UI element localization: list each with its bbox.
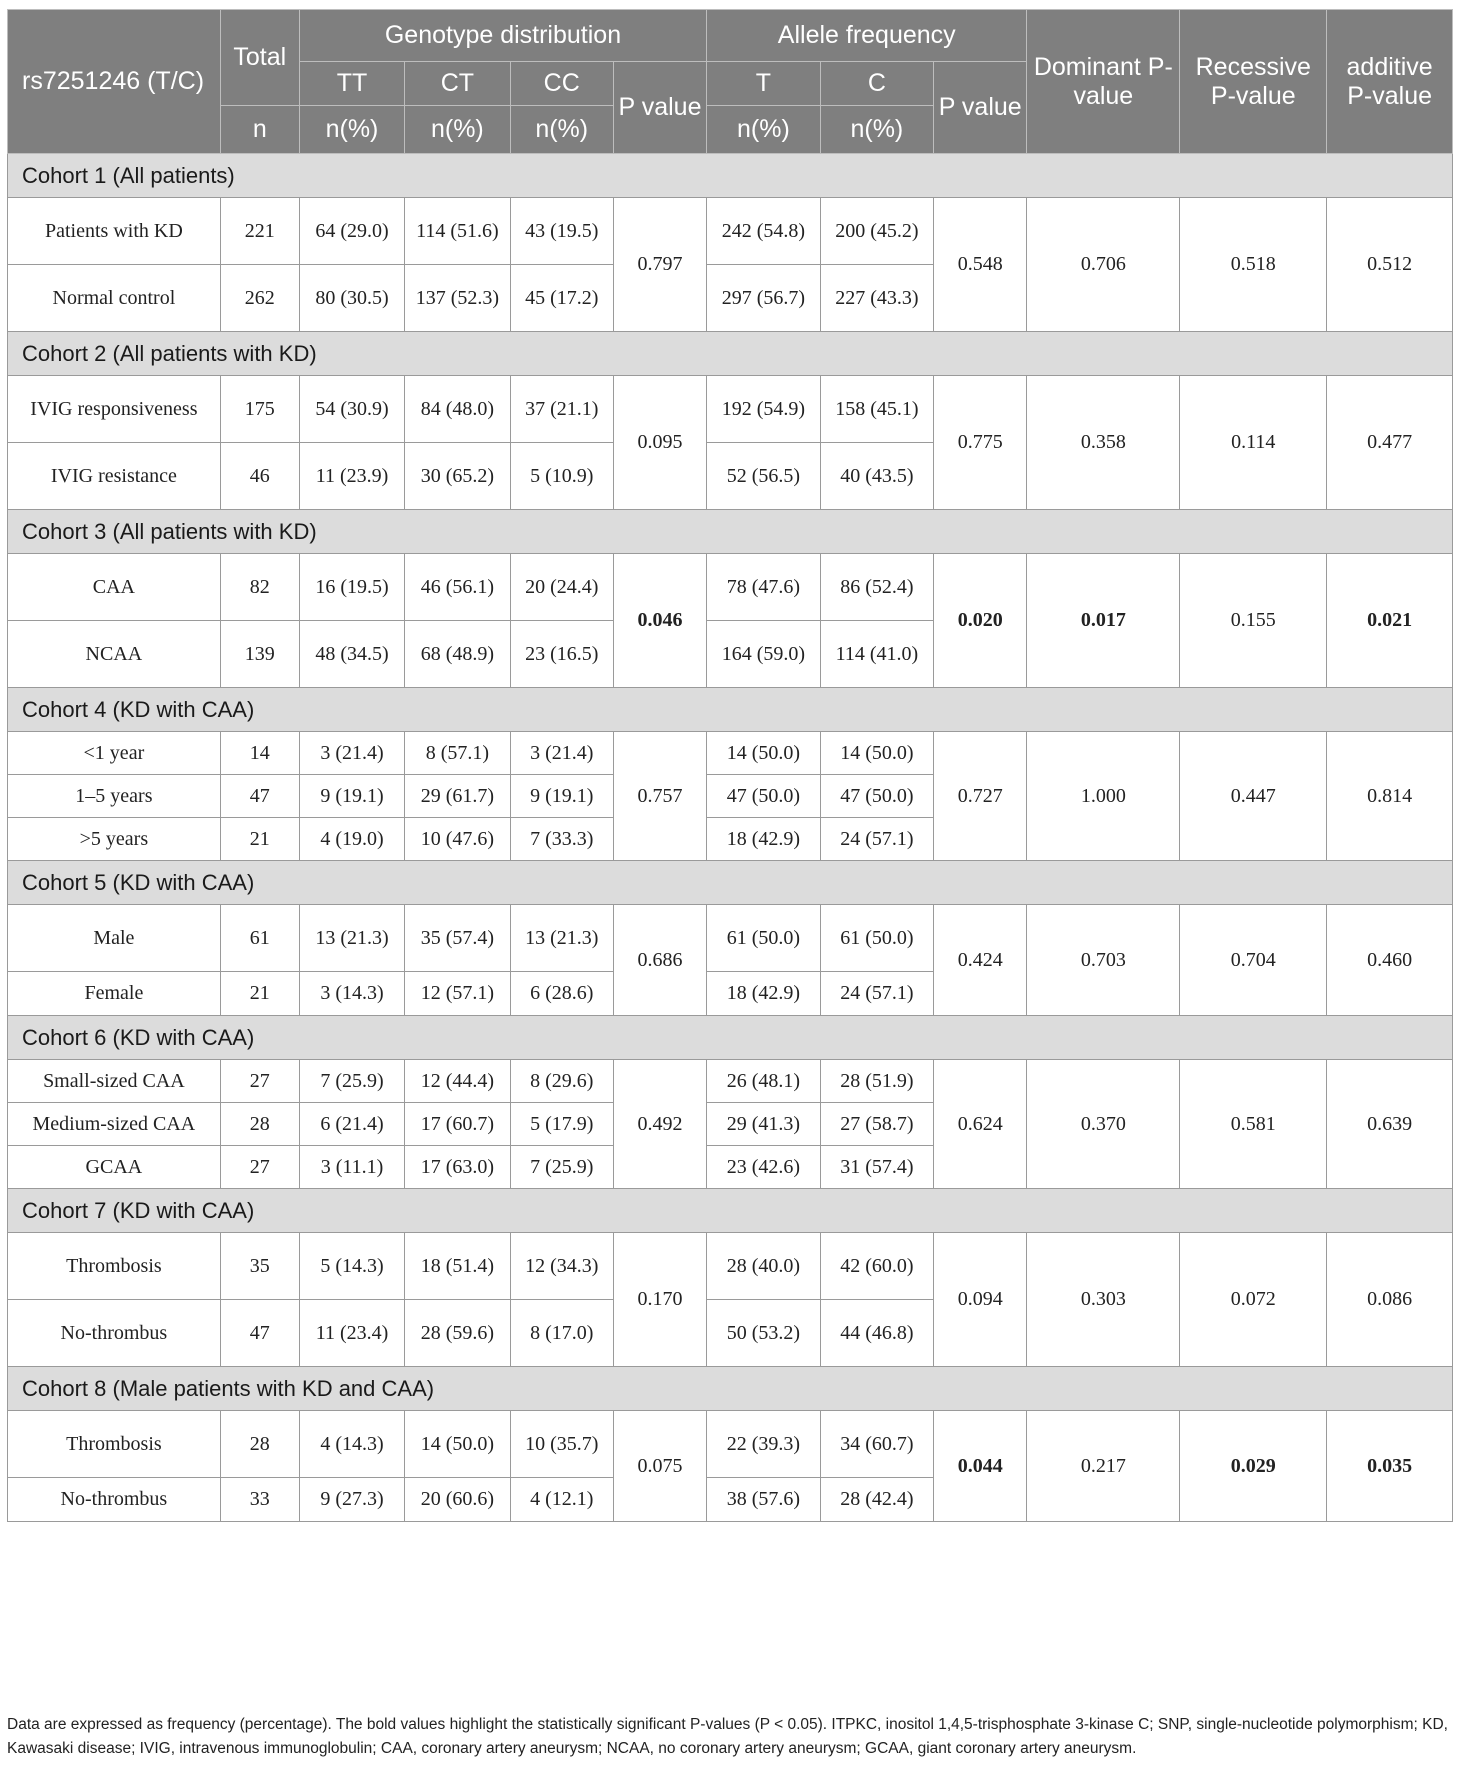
header-ct: CT — [405, 62, 510, 106]
cohort-header: Cohort 1 (All patients) — [8, 154, 1453, 198]
genotype-table — [7, 9, 1453, 1522]
header-dominant: Dominant P-value — [1027, 10, 1180, 154]
total-cell: 47 — [220, 1300, 299, 1367]
c-allele-cell: 27 (58.7) — [820, 1103, 933, 1146]
t-allele-cell: 38 (57.6) — [707, 1478, 820, 1522]
dominant-p-cell: 0.706 — [1027, 198, 1180, 332]
dominant-p-cell: 0.370 — [1027, 1060, 1180, 1189]
ct-cell: 8 (57.1) — [405, 732, 510, 775]
table-row — [8, 376, 1453, 443]
t-allele-cell: 29 (41.3) — [707, 1103, 820, 1146]
cc-cell: 10 (35.7) — [510, 1411, 613, 1478]
total-cell: 221 — [220, 198, 299, 265]
ct-cell: 14 (50.0) — [405, 1411, 510, 1478]
cc-cell: 8 (17.0) — [510, 1300, 613, 1367]
cc-cell: 4 (12.1) — [510, 1478, 613, 1522]
row-label: IVIG responsiveness — [8, 376, 221, 443]
ct-cell: 30 (65.2) — [405, 443, 510, 510]
cohort-header: Cohort 2 (All patients with KD) — [8, 332, 1453, 376]
ct-cell: 12 (44.4) — [405, 1060, 510, 1103]
header-t-npct: n(%) — [707, 106, 820, 154]
ct-cell: 114 (51.6) — [405, 198, 510, 265]
table-footnote: Data are expressed as frequency (percentage). The bold values highlight the statistically significant P-values (P < 0.05). ITPKC, inositol 1,4,5-trisphosphate 3-kinase C; SNP, single-nucleotide polymorphism; KD, Kawasaki disease; IVIG, intravenous immunoglobulin; CAA, coronary artery aneurysm; NCAA, no coronary artery aneurysm; GCAA, giant coronary artery aneurysm. — [7, 1716, 1448, 1757]
table-row — [8, 905, 1453, 972]
row-label: No-thrombus — [8, 1478, 221, 1522]
additive-p-cell: 0.035 — [1327, 1411, 1453, 1522]
genotype-p-cell: 0.492 — [613, 1060, 706, 1189]
c-allele-cell: 42 (60.0) — [820, 1233, 933, 1300]
tt-cell: 13 (21.3) — [299, 905, 404, 972]
header-genotype-p: P value — [613, 62, 706, 154]
t-allele-cell: 50 (53.2) — [707, 1300, 820, 1367]
table-row — [8, 1233, 1453, 1300]
t-allele-cell: 18 (42.9) — [707, 818, 820, 861]
cohort-header: Cohort 4 (KD with CAA) — [8, 688, 1453, 732]
total-cell: 175 — [220, 376, 299, 443]
row-label: 1–5 years — [8, 775, 221, 818]
t-allele-cell: 61 (50.0) — [707, 905, 820, 972]
header-c: C — [820, 62, 933, 106]
genotype-p-cell: 0.797 — [613, 198, 706, 332]
cc-cell: 43 (19.5) — [510, 198, 613, 265]
dominant-p-cell: 0.703 — [1027, 905, 1180, 1016]
cohort-header: Cohort 8 (Male patients with KD and CAA) — [8, 1367, 1453, 1411]
recessive-p-cell: 0.447 — [1180, 732, 1327, 861]
header-total: Total — [220, 10, 299, 106]
tt-cell: 64 (29.0) — [299, 198, 404, 265]
c-allele-cell: 24 (57.1) — [820, 972, 933, 1016]
additive-p-cell: 0.021 — [1327, 554, 1453, 688]
cc-cell: 45 (17.2) — [510, 265, 613, 332]
row-label: No-thrombus — [8, 1300, 221, 1367]
row-label: Female — [8, 972, 221, 1016]
ct-cell: 17 (60.7) — [405, 1103, 510, 1146]
cc-cell: 3 (21.4) — [510, 732, 613, 775]
c-allele-cell: 28 (51.9) — [820, 1060, 933, 1103]
additive-p-cell: 0.460 — [1327, 905, 1453, 1016]
recessive-p-cell: 0.072 — [1180, 1233, 1327, 1367]
cc-cell: 6 (28.6) — [510, 972, 613, 1016]
row-label: CAA — [8, 554, 221, 621]
total-cell: 262 — [220, 265, 299, 332]
t-allele-cell: 192 (54.9) — [707, 376, 820, 443]
row-label: Small-sized CAA — [8, 1060, 221, 1103]
c-allele-cell: 40 (43.5) — [820, 443, 933, 510]
c-allele-cell: 200 (45.2) — [820, 198, 933, 265]
total-cell: 35 — [220, 1233, 299, 1300]
cc-cell: 23 (16.5) — [510, 621, 613, 688]
t-allele-cell: 14 (50.0) — [707, 732, 820, 775]
t-allele-cell: 18 (42.9) — [707, 972, 820, 1016]
table-row — [8, 1060, 1453, 1103]
ct-cell: 20 (60.6) — [405, 1478, 510, 1522]
ct-cell: 18 (51.4) — [405, 1233, 510, 1300]
row-label: Medium-sized CAA — [8, 1103, 221, 1146]
tt-cell: 9 (27.3) — [299, 1478, 404, 1522]
header-t: T — [707, 62, 820, 106]
ct-cell: 29 (61.7) — [405, 775, 510, 818]
row-label: Normal control — [8, 265, 221, 332]
recessive-p-cell: 0.155 — [1180, 554, 1327, 688]
header-ct-npct: n(%) — [405, 106, 510, 154]
cohort-header: Cohort 3 (All patients with KD) — [8, 510, 1453, 554]
allele-p-cell: 0.624 — [934, 1060, 1027, 1189]
recessive-p-cell: 0.029 — [1180, 1411, 1327, 1522]
c-allele-cell: 114 (41.0) — [820, 621, 933, 688]
genotype-p-cell: 0.075 — [613, 1411, 706, 1522]
genotype-p-cell: 0.095 — [613, 376, 706, 510]
recessive-p-cell: 0.581 — [1180, 1060, 1327, 1189]
total-cell: 21 — [220, 972, 299, 1016]
t-allele-cell: 164 (59.0) — [707, 621, 820, 688]
total-cell: 33 — [220, 1478, 299, 1522]
cc-cell: 7 (33.3) — [510, 818, 613, 861]
allele-p-cell: 0.044 — [934, 1411, 1027, 1522]
allele-p-cell: 0.094 — [934, 1233, 1027, 1367]
header-tt: TT — [299, 62, 404, 106]
genotype-p-cell: 0.686 — [613, 905, 706, 1016]
cc-cell: 7 (25.9) — [510, 1146, 613, 1189]
tt-cell: 80 (30.5) — [299, 265, 404, 332]
total-cell: 46 — [220, 443, 299, 510]
row-label: Patients with KD — [8, 198, 221, 265]
ct-cell: 35 (57.4) — [405, 905, 510, 972]
cohort-header: Cohort 7 (KD with CAA) — [8, 1189, 1453, 1233]
c-allele-cell: 86 (52.4) — [820, 554, 933, 621]
allele-p-cell: 0.020 — [934, 554, 1027, 688]
cc-cell: 9 (19.1) — [510, 775, 613, 818]
total-cell: 21 — [220, 818, 299, 861]
header-genotype-distribution: Genotype distribution — [299, 10, 706, 62]
allele-p-cell: 0.727 — [934, 732, 1027, 861]
dominant-p-cell: 0.358 — [1027, 376, 1180, 510]
tt-cell: 5 (14.3) — [299, 1233, 404, 1300]
t-allele-cell: 28 (40.0) — [707, 1233, 820, 1300]
c-allele-cell: 34 (60.7) — [820, 1411, 933, 1478]
table-header — [8, 10, 1453, 154]
t-allele-cell: 23 (42.6) — [707, 1146, 820, 1189]
dominant-p-cell: 0.217 — [1027, 1411, 1180, 1522]
genotype-p-cell: 0.757 — [613, 732, 706, 861]
header-allele-p: P value — [934, 62, 1027, 154]
t-allele-cell: 78 (47.6) — [707, 554, 820, 621]
header-cc-npct: n(%) — [510, 106, 613, 154]
row-label: NCAA — [8, 621, 221, 688]
header-additive: additive P-value — [1327, 10, 1453, 154]
t-allele-cell: 242 (54.8) — [707, 198, 820, 265]
tt-cell: 11 (23.4) — [299, 1300, 404, 1367]
t-allele-cell: 26 (48.1) — [707, 1060, 820, 1103]
cohort-header: Cohort 5 (KD with CAA) — [8, 861, 1453, 905]
header-snp: rs7251246 (T/C) — [8, 10, 221, 154]
tt-cell: 6 (21.4) — [299, 1103, 404, 1146]
genotype-p-cell: 0.170 — [613, 1233, 706, 1367]
c-allele-cell: 227 (43.3) — [820, 265, 933, 332]
row-label: Thrombosis — [8, 1233, 221, 1300]
tt-cell: 3 (14.3) — [299, 972, 404, 1016]
recessive-p-cell: 0.518 — [1180, 198, 1327, 332]
total-cell: 82 — [220, 554, 299, 621]
allele-p-cell: 0.775 — [934, 376, 1027, 510]
row-label: >5 years — [8, 818, 221, 861]
ct-cell: 46 (56.1) — [405, 554, 510, 621]
total-cell: 14 — [220, 732, 299, 775]
c-allele-cell: 24 (57.1) — [820, 818, 933, 861]
additive-p-cell: 0.814 — [1327, 732, 1453, 861]
dominant-p-cell: 0.303 — [1027, 1233, 1180, 1367]
cc-cell: 12 (34.3) — [510, 1233, 613, 1300]
row-label: GCAA — [8, 1146, 221, 1189]
tt-cell: 4 (19.0) — [299, 818, 404, 861]
additive-p-cell: 0.086 — [1327, 1233, 1453, 1367]
row-label: IVIG resistance — [8, 443, 221, 510]
t-allele-cell: 22 (39.3) — [707, 1411, 820, 1478]
c-allele-cell: 47 (50.0) — [820, 775, 933, 818]
c-allele-cell: 44 (46.8) — [820, 1300, 933, 1367]
c-allele-cell: 158 (45.1) — [820, 376, 933, 443]
recessive-p-cell: 0.114 — [1180, 376, 1327, 510]
header-tt-npct: n(%) — [299, 106, 404, 154]
total-cell: 27 — [220, 1060, 299, 1103]
c-allele-cell: 14 (50.0) — [820, 732, 933, 775]
header-cc: CC — [510, 62, 613, 106]
ct-cell: 17 (63.0) — [405, 1146, 510, 1189]
t-allele-cell: 297 (56.7) — [707, 265, 820, 332]
cc-cell: 5 (17.9) — [510, 1103, 613, 1146]
cc-cell: 8 (29.6) — [510, 1060, 613, 1103]
cc-cell: 37 (21.1) — [510, 376, 613, 443]
additive-p-cell: 0.477 — [1327, 376, 1453, 510]
additive-p-cell: 0.512 — [1327, 198, 1453, 332]
c-allele-cell: 28 (42.4) — [820, 1478, 933, 1522]
tt-cell: 54 (30.9) — [299, 376, 404, 443]
header-c-npct: n(%) — [820, 106, 933, 154]
cc-cell: 5 (10.9) — [510, 443, 613, 510]
header-allele-frequency: Allele frequency — [707, 10, 1027, 62]
total-cell: 27 — [220, 1146, 299, 1189]
table-row — [8, 1411, 1453, 1478]
tt-cell: 7 (25.9) — [299, 1060, 404, 1103]
t-allele-cell: 47 (50.0) — [707, 775, 820, 818]
table-container — [7, 9, 1453, 1522]
ct-cell: 10 (47.6) — [405, 818, 510, 861]
row-label: <1 year — [8, 732, 221, 775]
tt-cell: 3 (21.4) — [299, 732, 404, 775]
ct-cell: 137 (52.3) — [405, 265, 510, 332]
total-cell: 28 — [220, 1103, 299, 1146]
table-row — [8, 554, 1453, 621]
total-cell: 139 — [220, 621, 299, 688]
total-cell: 61 — [220, 905, 299, 972]
row-label: Thrombosis — [8, 1411, 221, 1478]
dominant-p-cell: 1.000 — [1027, 732, 1180, 861]
row-label: Male — [8, 905, 221, 972]
header-recessive: Recessive P-value — [1180, 10, 1327, 154]
tt-cell: 16 (19.5) — [299, 554, 404, 621]
ct-cell: 12 (57.1) — [405, 972, 510, 1016]
tt-cell: 9 (19.1) — [299, 775, 404, 818]
additive-p-cell: 0.639 — [1327, 1060, 1453, 1189]
cc-cell: 13 (21.3) — [510, 905, 613, 972]
genotype-p-cell: 0.046 — [613, 554, 706, 688]
total-cell: 47 — [220, 775, 299, 818]
c-allele-cell: 31 (57.4) — [820, 1146, 933, 1189]
table-row — [8, 198, 1453, 265]
tt-cell: 4 (14.3) — [299, 1411, 404, 1478]
total-cell: 28 — [220, 1411, 299, 1478]
ct-cell: 68 (48.9) — [405, 621, 510, 688]
cc-cell: 20 (24.4) — [510, 554, 613, 621]
ct-cell: 84 (48.0) — [405, 376, 510, 443]
c-allele-cell: 61 (50.0) — [820, 905, 933, 972]
tt-cell: 11 (23.9) — [299, 443, 404, 510]
allele-p-cell: 0.424 — [934, 905, 1027, 1016]
tt-cell: 48 (34.5) — [299, 621, 404, 688]
table-body — [8, 154, 1453, 1522]
dominant-p-cell: 0.017 — [1027, 554, 1180, 688]
tt-cell: 3 (11.1) — [299, 1146, 404, 1189]
header-n: n — [220, 106, 299, 154]
ct-cell: 28 (59.6) — [405, 1300, 510, 1367]
t-allele-cell: 52 (56.5) — [707, 443, 820, 510]
cohort-header: Cohort 6 (KD with CAA) — [8, 1016, 1453, 1060]
allele-p-cell: 0.548 — [934, 198, 1027, 332]
recessive-p-cell: 0.704 — [1180, 905, 1327, 1016]
table-row — [8, 732, 1453, 775]
